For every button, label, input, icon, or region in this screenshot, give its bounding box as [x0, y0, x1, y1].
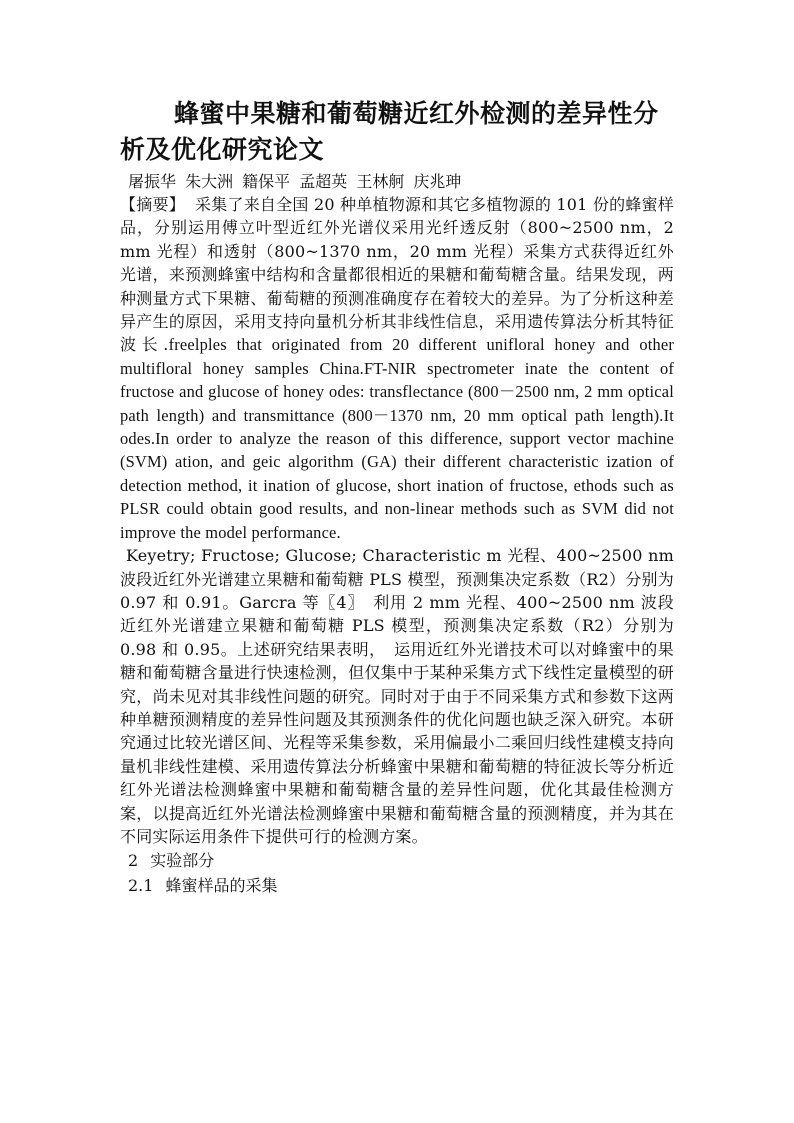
- section-number: 2: [128, 851, 139, 871]
- abstract-zh-text: 采集了来自全国 20 种单植物源和其它多植物源的 101 份的蜂蜜样品，分别运用傅立叶型近红外光谱仪采用光纤透反射（800~2500 nm，2 mm 光程）和透射（800~1370 nm，20 mm 光程）采集方式获得近红外光谱，来预测蜂蜜中结构和含量都很相近的果糖和葡萄糖含量。结果发现，两种测量方式下果糖、葡萄糖的预测准确度存在着较大的差异。为了分析这种差异产生的原因，采用支持向量机分析其非线性信息，采用遗传算法分析其特征波长.: [120, 195, 674, 355]
- section-title: 实验部分: [150, 851, 215, 871]
- abstract-en-text: freelples that originated from 20 different unifloral honey and other multifloral honey samples China.FT-NIR spectrometer inate the content of fructose and glucose of honey odes: transflectance (800－2500 nm, 2 mm optical path length) and transmittance (800－1370 nm, 20 mm optical path length).It odes.In order to analyze the reason of this difference, support vector machine (SVM) ation, and geic algorithm (GA) their different characteristic ization of detection method, it ination of glucose, short ination of fructose, ethods such as PLSR could obtain good results, and non-linear methods such as SVM did not improve the model performance.: [120, 335, 674, 542]
- keywords-intro-paragraph: Keyetry; Fructose; Glucose; Characteristic m 光程、400~2500 nm 波段近红外光谱建立果糖和葡萄糖 PLS 模型，预测集决定系数（R2）分别为 0.97 和 0.91。Garcra 等〖4〗 利用 2 mm 光程、400~2500 nm 波段近红外光谱建立果糖和葡萄糖 PLS 模型，预测集决定系数（R2）分别为 0.98 和 0.95。上述研究结果表明， 运用近红外光谱技术可以对蜂蜜中的果糖和葡萄糖含量进行快速检测，但仅集中于某种采集方式下线性定量模型的研究，尚未见对其非线性问题的研究。同时对于由于不同采集方式和参数下这两种单糖预测精度的差异性问题及其预测条件的优化问题也缺乏深入研究。本研究通过比较光谱区间、光程等采集参数，采用偏最小二乘回归线性建模支持向量机非线性建模、采用遗传算法分析蜂蜜中果糖和葡萄糖的特征波长等分析近红外光谱法检测蜂蜜中果糖和葡萄糖含量的差异性问题，优化其最佳检测方案，以提高近红外光谱法检测蜂蜜中果糖和葡萄糖含量的预测精度，并为其在不同实际运用条件下提供可行的检测方案。: [120, 546, 674, 846]
- abstract-label: 【摘要】: [120, 195, 185, 214]
- abstract-zh-paragraph: [120, 193, 674, 544]
- subsection-number: 2.1: [128, 875, 154, 895]
- section-heading-2: [120, 849, 674, 872]
- document-title: 蜂蜜中果糖和葡萄糖近红外检测的差异性分析及优化研究论文: [120, 99, 659, 164]
- subsection-title: 蜂蜜样品的采集: [165, 875, 278, 895]
- author-list: 屠振华 朱大洲 籍保平 孟超英 王林舸 庆兆珅: [128, 172, 462, 191]
- section-heading-2-1: [120, 874, 674, 897]
- document-page: [120, 96, 674, 897]
